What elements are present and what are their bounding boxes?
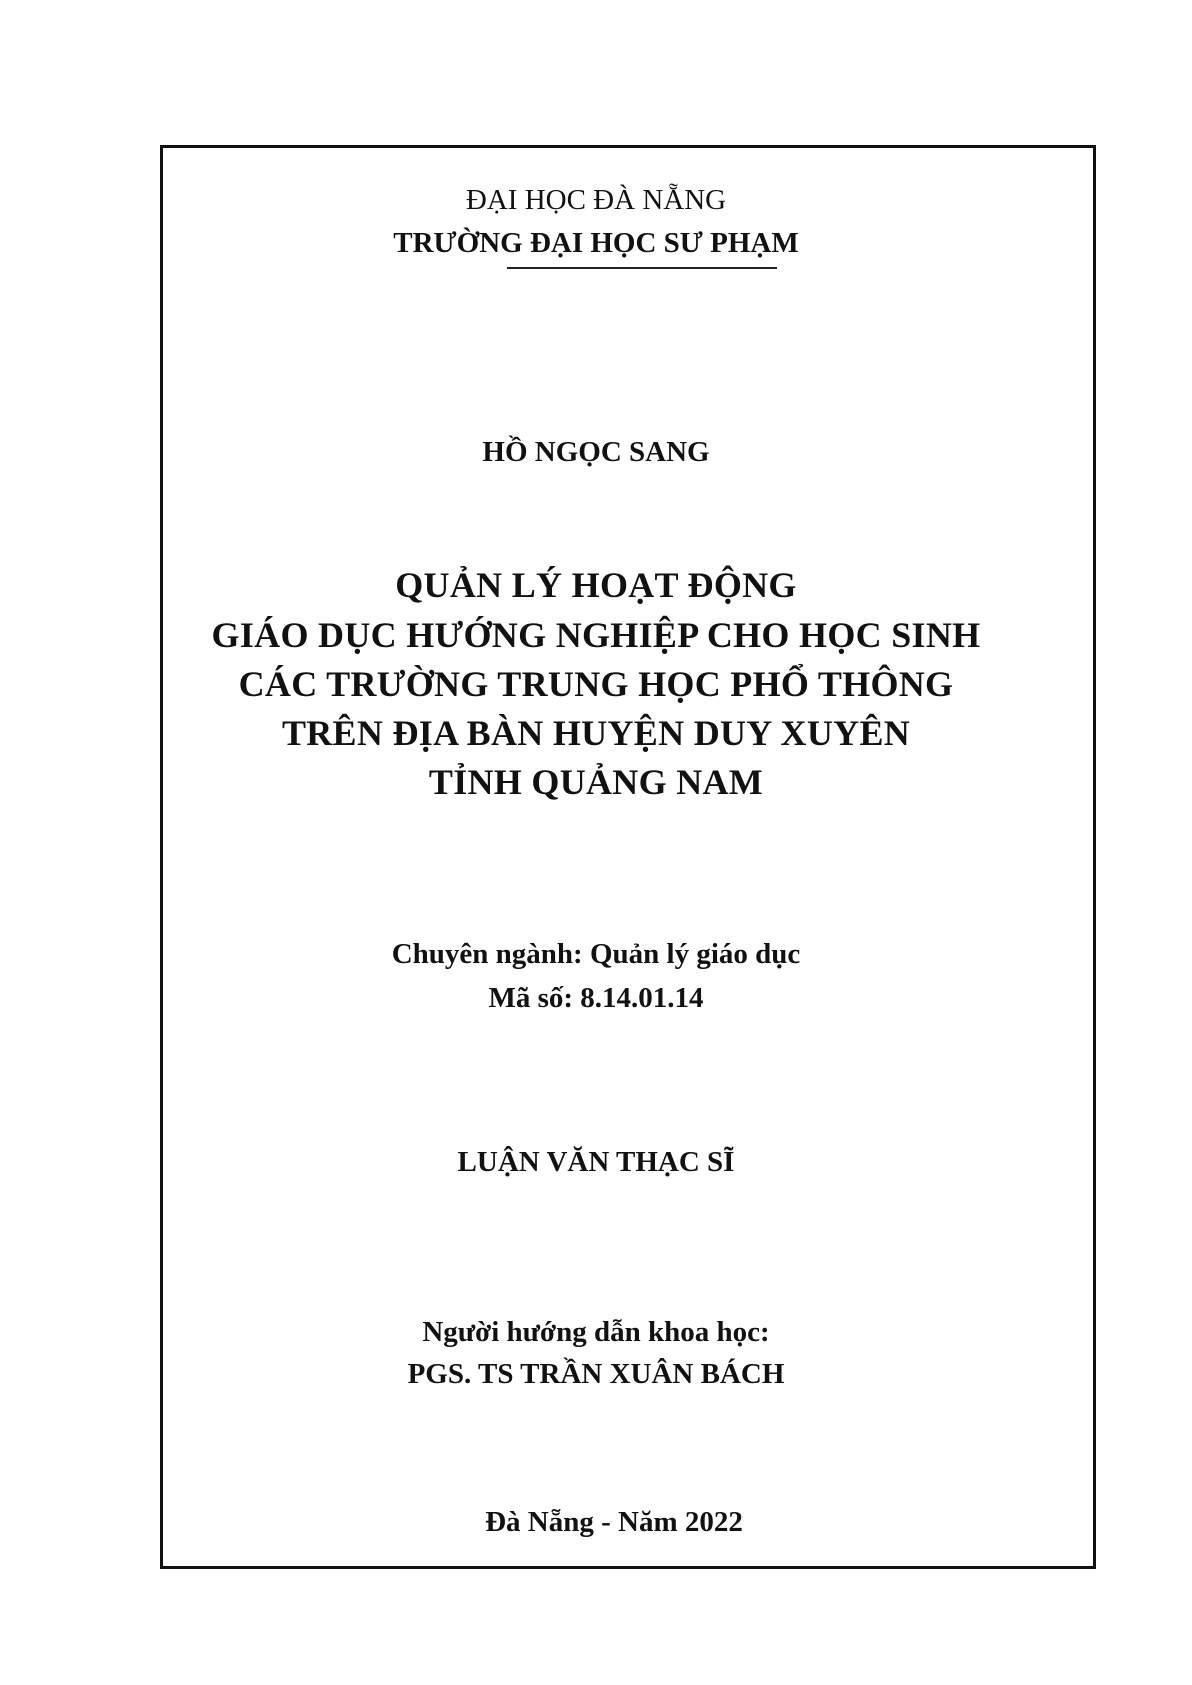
advisor-label: Người hướng dẫn khoa học: (422, 1316, 770, 1348)
degree-type: LUẬN VĂN THẠC SĨ (457, 1146, 735, 1178)
author-name: HỒ NGỌC SANG (482, 436, 710, 468)
thesis-title-line-5: TỈNH QUẢNG NAM (428, 762, 764, 802)
faculty-name: TRƯỜNG ĐẠI HỌC SƯ PHẠM (393, 227, 799, 259)
cover-border-frame (160, 145, 1096, 1569)
university-name: ĐẠI HỌC ĐÀ NẴNG (465, 184, 727, 216)
place-and-year: Đà Nẵng - Năm 2022 (485, 1506, 743, 1538)
header-divider (507, 267, 777, 269)
thesis-title-line-2: GIÁO DỤC HƯỚNG NGHIỆP CHO HỌC SINH (211, 615, 981, 655)
advisor-name: PGS. TS TRẦN XUÂN BÁCH (407, 1358, 785, 1390)
specialization-code: Mã số: 8.14.01.14 (488, 982, 704, 1014)
thesis-title-line-3: CÁC TRƯỜNG TRUNG HỌC PHỔ THÔNG (238, 664, 954, 704)
thesis-title-line-4: TRÊN ĐỊA BÀN HUYỆN DUY XUYÊN (281, 713, 911, 753)
specialization-major: Chuyên ngành: Quản lý giáo dục (391, 938, 801, 970)
thesis-title-line-1: QUẢN LÝ HOẠT ĐỘNG (395, 565, 797, 605)
